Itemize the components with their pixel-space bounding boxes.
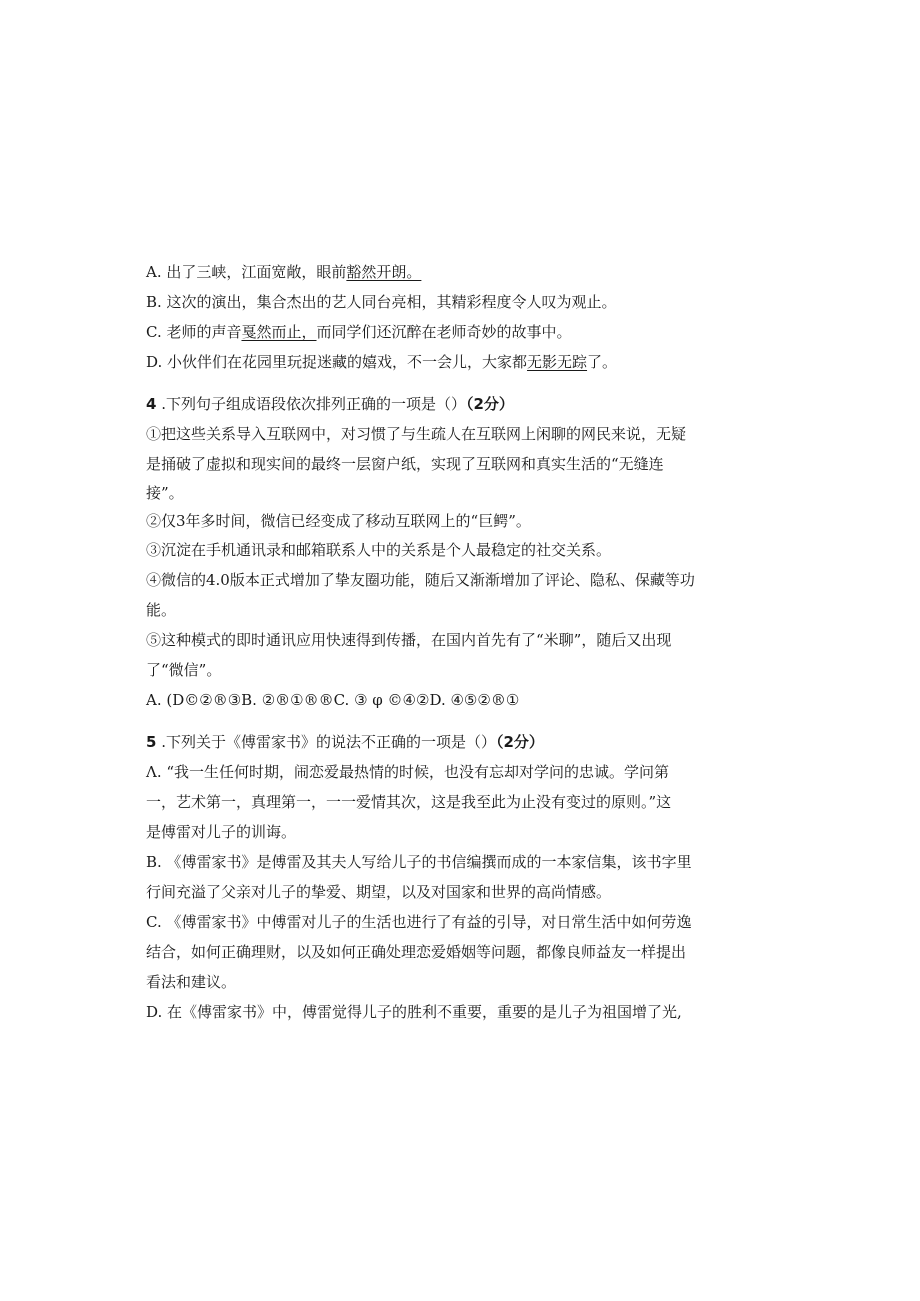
q3-option-a-idiom: 豁然开朗。 [346,263,422,281]
q3-option-d-idiom: 无影无踪 [527,353,588,371]
q5-heading [146,732,706,752]
q4-sentence-4-line-2: 能。 [146,601,177,619]
q5-option-a-line-1: Λ. “我一生任何时期，闹恋爱最热情的时候，也没有忘却对学问的忠诚。学问第 [146,763,670,781]
q4-number: 4 [146,395,157,413]
q4-score: （2分） [465,395,514,413]
q4-heading [146,394,706,414]
q3-option-a [146,262,706,282]
q3-option-d-rest: 了。 [587,353,618,371]
q5-option-c-line-2: 结合，如何正确理财，以及如何正确处理恋爱婚姻等问题，都像良师益友一样提出 [146,943,687,961]
q3-option-c [146,322,706,342]
q5-option-d-line-1: D. 在《傅雷家书》中，傅雷觉得儿子的胜利不重要，重要的是儿子为祖国增了光, [146,1003,682,1021]
q4-sentence-1-line-1: ①把这些关系导入互联网中，对习惯了与生疏人在互联网上闲聊的网民来说，无疑 [146,425,687,443]
q5-stem: .下列关于《傅雷家书》的说法不正确的一项是（） [156,733,496,751]
q4-sentence-1-line-2: 是捅破了虚拟和现实间的最终一层窗户纸，实现了互联网和真实生活的“无缝连 [146,455,664,473]
q5-option-c-line-3: 看法和建议。 [146,973,237,991]
q5-option-a-line-2: 一，艺术第一，真理第一，一一爱情其次，这是我至此为止没有变过的原则。”这 [146,793,672,811]
q4-sentence-4-line-1: ④微信的4.0版本正式增加了挚友圈功能，随后又渐渐增加了评论、隐私、保藏等功 [146,571,695,589]
q4-sentence-3: ③沉淀在手机通讯录和邮箱联系人中的关系是个人最稳定的社交关系。 [146,541,612,559]
q5-option-b-line-2: 行间充溢了父亲对儿子的挚爱、期望，以及对国家和世界的高尚情感。 [146,883,612,901]
q5-score: （2分） [495,733,544,751]
q5-option-a-line-3: 是傅雷对儿子的训诲。 [146,823,297,841]
q4-sentence-2: ②仅3年多时间，微信已经变成了移动互联网上的“巨鳄”。 [146,512,531,530]
q4-sentence-5-line-2: 了“微信”。 [146,661,222,679]
q5-number: 5 [146,733,157,751]
q3-option-c-idiom: 戛然而止， [241,323,317,341]
q3-option-c-rest: 而同学们还沉醉在老师奇妙的故事中。 [316,323,572,341]
q4-options: A. (D©②®③B. ②®①®®C. ③ φ ©④②D. ④⑤②®① [146,691,520,709]
q3-option-b: B. 这次的演出，集合杰出的艺人同台亮相，其精彩程度令人叹为观止。 [146,293,617,311]
q4-stem: .下列句子组成语段依次排列正确的一项是（） [156,395,466,413]
q3-option-c-text: C. 老师的声音 [146,323,242,341]
q3-option-a-text: A. 出了三峡，江面宽敞，眼前 [146,263,347,281]
q5-option-c-line-1: C. 《傅雷家书》中傅雷对儿子的生活也进行了有益的引导，对日常生活中如何劳逸 [146,913,692,931]
q5-option-b-line-1: B. 《傅雷家书》是傅雷及其夫人写给儿子的书信编撰而成的一本家信集，该书字里 [146,853,692,871]
q3-option-d [146,352,706,372]
q3-option-d-text: D. 小伙伴们在花园里玩捉迷藏的嬉戏，不一会儿，大家都 [146,353,528,371]
q4-sentence-1-line-3: 接”。 [146,484,184,502]
q4-sentence-5-line-1: ⑤这种模式的即时通讯应用快速得到传播，在国内首先有了“米聊”，随后又出现 [146,631,672,649]
